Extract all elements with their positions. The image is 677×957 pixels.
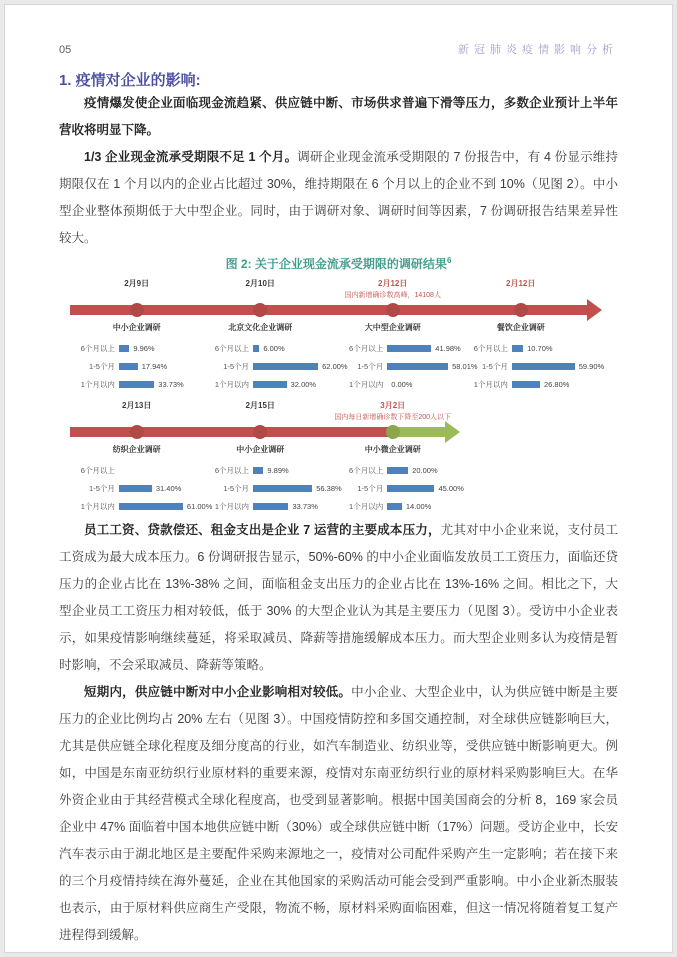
bar-row [77,497,212,515]
survey-label: 中小微企业调研 [364,445,421,454]
paragraph-cost-pressure [59,517,618,679]
bar-category-label: 1-5个月 [89,361,115,371]
bar-value-label: 62.00% [322,361,348,371]
marker-date: 3月2日 [380,401,406,410]
timeline-row [59,277,618,393]
bar-value-label: 9.89% [267,465,289,475]
arrow-head-icon [445,421,460,443]
report-title: 新冠肺炎疫情影响分析 [458,44,618,56]
page-header [59,41,618,57]
timeline-marker [246,278,275,289]
bar-value-label: 56.38% [316,483,342,493]
paragraph-lead: 疫情爆发使企业面临现金流趋紧、供应链中断、市场供求普遍下滑等压力，多数企业预计上半年营收将明显下降。 [59,96,618,137]
report-page [4,4,673,953]
bar-group [211,461,342,515]
bar [253,345,259,352]
timeline-dot [130,303,144,317]
bar-value-label: 31.40% [155,483,182,493]
page-number: 05 [59,44,72,56]
timeline-arrow-red [70,427,393,437]
bar [253,363,318,370]
bar [253,381,287,388]
paragraph-supply-chain [59,679,618,949]
timeline-marker [334,400,451,422]
bar-category-label: 1-5个月 [357,361,384,371]
bar-category-label: 1-5个月 [482,361,508,371]
section-heading: 1. 疫情对企业的影响: [59,72,201,89]
marker-date: 2月12日 [506,279,536,288]
timeline-dot [386,303,400,317]
bar [119,381,154,388]
marker-date: 2月15日 [245,401,275,410]
bar-value-label: 0.00% [391,379,413,389]
bar [119,363,138,370]
bar-row [211,357,348,375]
bar [253,503,288,510]
paragraph-cashflow [59,144,618,252]
bar-group [211,339,348,393]
bar-group [77,339,184,393]
bar-row [345,339,477,357]
survey-label: 中小企业调研 [112,323,161,332]
timeline-dot [130,425,144,439]
bar-group [77,461,212,515]
bar-value-label: 33.73% [292,501,318,511]
timeline-dot [253,425,267,439]
bar-group [345,339,477,393]
paragraph-lead: 1/3 企业现金流承受期限不足 1 个月。 [84,150,298,164]
bar [387,467,408,474]
bar-row [345,497,464,515]
marker-note: 国内每日新增确诊数下降至200人以下 [334,414,452,421]
bar-row [211,479,342,497]
bar-row [77,461,212,479]
bar-value-label: 14.00% [405,501,432,511]
timeline-marker [506,278,535,289]
bar-row [211,461,342,479]
bar-value-label: 45.00% [438,483,464,493]
timeline-marker [124,278,149,289]
bar-category-label: 1个月以内 [80,379,115,389]
bar-category-label: 1-5个月 [357,483,384,493]
bar [119,503,183,510]
bar-category-label: 1-5个月 [89,483,115,493]
bar [119,345,129,352]
bar-value-label: 32.00% [290,379,317,389]
bar-value-label: 33.73% [158,379,184,389]
bar-group [345,461,464,515]
timeline-row [59,399,618,515]
survey-label: 北京文化企业调研 [228,323,293,332]
survey-label: 中小企业调研 [236,445,285,454]
figure-chart [59,277,618,517]
bar [119,485,152,492]
bar-category-label: 1-5个月 [223,361,250,371]
bar [512,363,575,370]
arrow-head-icon [587,299,602,321]
bar-category-label: 1个月以内 [214,501,250,511]
bar-category-label: 1个月以内 [214,379,250,389]
paragraph-overview [59,90,618,144]
timeline-marker [344,278,440,300]
timeline-dot [253,303,267,317]
marker-date: 2月13日 [122,401,152,410]
marker-date: 2月10日 [245,279,275,288]
bar-row [211,497,342,515]
bar-category-label: 6个月以上 [80,465,115,475]
bar-category-label: 6个月以上 [349,465,384,475]
bar [253,467,263,474]
paragraph-body: 调研企业现金流承受期限的 7 份报告中，有 4 份显示维持期限仅在 1 个月以内的企业占比超过 30%，维持期限在 6 个月以上的企业不到 10%（见图 2）。中小型企业整体预期低于大中型企业。同时，由于调研对象、调研时间等因素，7 份调研报告结果差异性较大。 [59,150,619,245]
timeline-arrow-green [393,427,445,437]
bar-row [77,479,212,497]
figure-title [59,255,618,272]
bar-row [470,339,604,357]
bar [512,345,523,352]
survey-label: 大中型企业调研 [364,323,421,332]
bar-row [345,479,464,497]
bar-category-label: 6个月以上 [214,343,250,353]
paragraph-body: 中小企业、大型企业中，认为供应链中断是主要压力的企业比例均占 20% 左右（见图 3）。中国疫情防控和多国交通控制，对全球供应链影响巨大，尤其是供应链全球化程度及细分度高的行业，如汽车制造业、纺织业等，受供应链中断影响更大。例如，中国是东南亚纺织行业原材料的重要来源，疫情对东南亚纺织行业的原材料采购影响巨大。在华外资企业由于其经营模式全球化程度高，也受到显著影响。根据中国美国商会的分析 8，169 家会员企业中 47% 面临着中国本地供应链中断（30%）或全球供应链中断（17%）问题。受访企业中，长安汽车表示由于湖北地区是主要配件采购来源地之一，疫情对公司配件采购产生一定影响；若在接下来的三个月疫情持续在海外蔓延，企业在其他国家的采购活动可能会受到严重影响。中小企业新杰服装也表示，由于原材料供应商生产受限，物流不畅，原材料采购面临困难，但这一情况将随着复工复产进程得到缓解。 [59,685,618,942]
survey-label: 纺织企业调研 [112,445,161,454]
bar-value-label: 9.96% [133,343,155,353]
bar-category-label: 1个月以内 [349,501,384,511]
bar-category-label: 1-5个月 [223,483,250,493]
figure-footnote-ref: 6 [446,256,452,265]
bar-value-label: 17.94% [141,361,168,371]
bar-row [470,375,604,393]
bar-value-label: 10.70% [527,343,553,353]
survey-label: 餐饮企业调研 [496,323,545,332]
bar-value-label: 58.01% [452,361,478,371]
timeline-dot [514,303,528,317]
timeline-arrow-red [70,305,587,315]
bar [387,363,448,370]
bar [387,503,402,510]
bar-category-label: 6个月以上 [80,343,115,353]
bar [387,485,434,492]
bar-value-label: 59.90% [578,361,605,371]
bar-value-label: 6.00% [263,343,285,353]
bar-category-label: 1个月以内 [349,379,384,389]
timeline-dot [386,425,400,439]
bar-row [345,461,464,479]
bar-value-label: 61.00% [186,501,213,511]
bar-category-label: 6个月以上 [214,465,250,475]
bar-row [345,357,477,375]
bar-row [211,375,348,393]
bar [253,485,312,492]
figure-title-text: 图 2: 关于企业现金流承受期限的调研结果 [225,257,447,271]
bar [512,381,540,388]
bar-row [77,339,184,357]
marker-note: 国内新增确诊数高峰，14108人 [344,292,441,299]
timeline-marker [122,400,151,411]
bar-category-label: 6个月以上 [473,343,508,353]
paragraph-lead: 短期内，供应链中断对中小企业影响相对较低。 [84,685,352,699]
bar-row [77,357,184,375]
paragraph-lead: 员工工资、贷款偿还、租金支出是企业 7 运营的主要成本压力， [84,523,441,537]
bar-row [470,357,604,375]
bar-row [211,339,348,357]
bar-value-label: 20.00% [412,465,438,475]
paragraph-body: 尤其对中小企业来说，支付员工工资成为最大成本压力。6 份调研报告显示，50%-60% 的中小企业面临发放员工工资压力，面临还贷压力的企业占比在 13%-38% 之间，面临租金支出压力的企业占比在 13%-16% 之间。相比之下，大型企业员工工资压力相对较低，低于 30% 的大型企业认为其是主要压力（见图 3）。受访中小企业表示，如果疫情影响继续蔓延，将采取减员、降薪等措施缓解成本压力。而大型企业则多认为疫情是暂时影响，不会采取减员、降薪等策略。 [59,523,618,672]
bar-row [345,375,477,393]
bar-group [470,339,604,393]
bar-value-label: 41.98% [435,343,461,353]
bar [387,345,431,352]
bar-category-label: 1个月以内 [473,379,508,389]
marker-date: 2月12日 [378,279,408,288]
timeline-marker [246,400,275,411]
bar-category-label: 1个月以内 [80,501,115,511]
bar-value-label: 26.80% [543,379,570,389]
marker-date: 2月9日 [124,279,150,288]
bar-category-label: 6个月以上 [349,343,384,353]
bar-row [77,375,184,393]
